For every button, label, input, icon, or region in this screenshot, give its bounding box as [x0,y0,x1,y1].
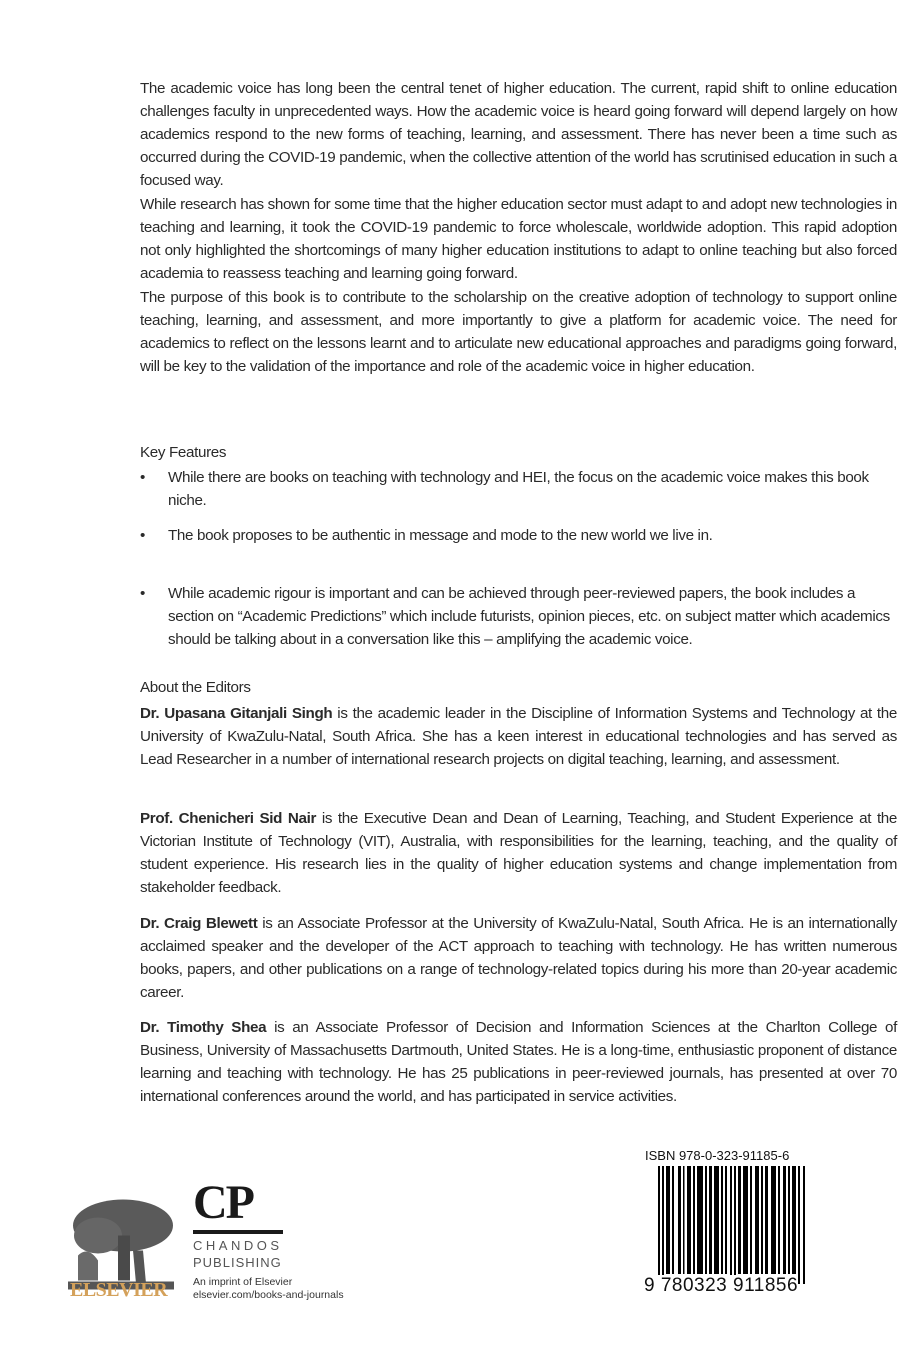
feature-item: • The book proposes to be authentic in message and mode to the new world we live in. [140,524,897,547]
bullet-icon: • [140,585,145,602]
intro-paragraph-1: The academic voice has long been the central tenet of higher education. The current, rapid shift to online education challenges faculty in unprecedented ways. How the academic voice is heard going forward will depend largely on how academics respond to the new forms of teaching, learning, and assessment. There has never been a time such as occurred during the COVID-19 pandemic, when the collective attention of the world has scrutinised education in such a focused way. [140,80,897,189]
bullet-icon: • [140,469,145,486]
editor-name: Dr. Craig Blewett [140,915,258,932]
barcode-icon [658,1166,808,1284]
editor-bio: Dr. Craig Blewett is an Associate Professor at the University of KwaZulu-Natal, South Africa. He is an internationally acclaimed speaker and the developer of the ACT approach to teaching with technology. He has written numerous books, papers, and other publications on a range of technology-related topics during his more than 20-year academic career. [140,915,897,1001]
feature-item: • While academic rigour is important and can be achieved through peer-reviewed papers, the book includes a section on “Academic Predictions” which include futurists, opinion pieces, etc. on subject matter which academics should be talking about in a conversation like this – amplifying the academic voice. [140,582,897,651]
chandos-label: CHANDOS [193,1238,283,1253]
intro-paragraph-2: While research has shown for some time that the higher education sector must adapt to and adopt new technologies in teaching and learning, it took the COVID-19 pandemic to force wholescale, worldwide adoption. This rapid adoption not only highlighted the shortcomings of many higher education institutions to adapt to online teaching but also forced academia to reassess teaching and learning going forward. [140,196,897,282]
publisher-url: elsevier.com/books-and-journals [193,1289,344,1301]
editor-bio: Prof. Chenicheri Sid Nair is the Executive Dean and Dean of Learning, Teaching, and Student Experience at the Victorian Institute of Technology (VIT), Australia, with responsibilities for the learning, teaching, and the quality of student experience. His research lies in the quality of higher education systems and change implementation from stakeholder feedback. [140,810,898,896]
imprint-text: An imprint of Elsevier [193,1276,293,1288]
editor-name: Dr. Timothy Shea [140,1019,267,1036]
editor-bio: Dr. Timothy Shea is an Associate Professor of Decision and Information Sciences at the Charlton College of Business, University of Massachusetts Dartmouth, United States. He is a long-time, enthusiastic proponent of distance learning and teaching with technology. He has 25 publications in peer-reviewed journals, has presented at over 70 international conferences around the world, and has participated in service activities. [140,1019,898,1105]
editor-bio: Dr. Upasana Gitanjali Singh is the academic leader in the Discipline of Information Systems and Technology at the University of KwaZulu-Natal, South Africa. She has a keen interest in educational technologies and has served as Lead Researcher in a number of international research projects on digital teaching, learning, and assessment. [140,705,897,768]
barcode-number: 9 780323 911856 [644,1275,799,1296]
chandos-cp-logo: CP [193,1176,253,1229]
editor-name: Prof. Chenicheri Sid Nair [140,810,317,827]
bullet-icon: • [140,527,145,544]
elsevier-wordmark: ELSEVIER [70,1279,168,1301]
editors-heading: About the Editors [140,679,251,696]
cp-logo-bar [193,1230,283,1234]
editor-name: Dr. Upasana Gitanjali Singh [140,705,333,722]
publishing-label: PUBLISHING [193,1255,282,1270]
isbn-label: ISBN 978-0-323-91185-6 [645,1148,790,1163]
feature-item: • While there are books on teaching with technology and HEI, the focus on the academic voice makes this book niche. [140,466,897,512]
intro-paragraph-3: The purpose of this book is to contribute to the scholarship on the creative adoption of technology to support online teaching, learning, and assessment, and more importantly to give a platform for academic voice. The need for academics to reflect on the lessons learnt and to articulate new educational approaches and paradigms going forward, will be key to the validation of the importance and role of the academic voice in higher education. [140,289,897,375]
key-features-heading: Key Features [140,444,227,461]
